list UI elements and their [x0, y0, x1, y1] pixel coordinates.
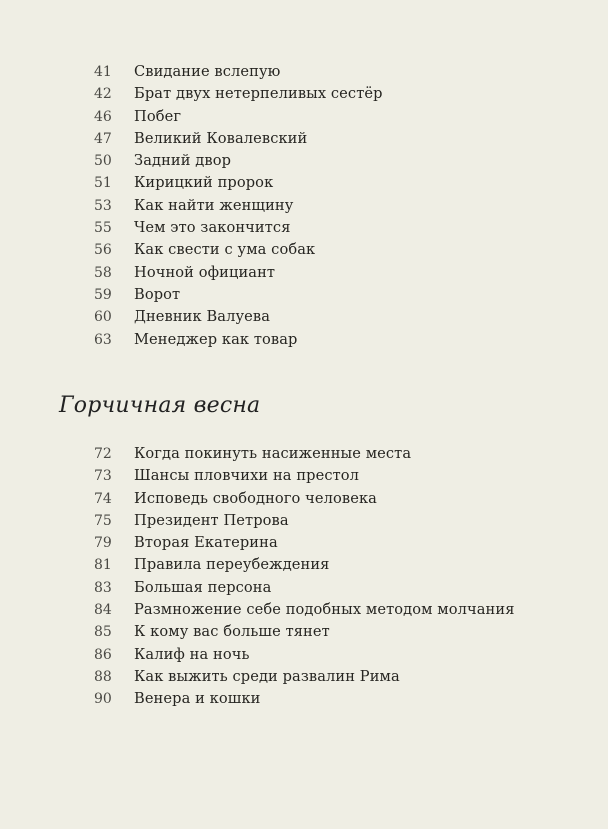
toc-entry-title: Как свести с ума собак: [134, 241, 316, 259]
toc-entry-title: Венера и кошки: [134, 690, 261, 708]
toc-page-number: 58: [94, 264, 112, 281]
toc-entry: [94, 239, 574, 261]
toc-entry: [94, 83, 574, 105]
toc-page-number: 75: [94, 512, 112, 529]
toc-page-number: 86: [94, 646, 112, 663]
toc-page-number: 51: [94, 175, 112, 192]
toc-entry: [94, 644, 574, 666]
toc-page-number: 46: [94, 108, 112, 125]
toc-entry: [94, 443, 574, 465]
toc-entry-title: Когда покинуть насиженные места: [134, 445, 412, 462]
toc-page-number: 81: [94, 557, 112, 574]
toc-page-number: 59: [94, 286, 112, 303]
toc-page-number: 88: [94, 668, 112, 685]
toc-page-number: 55: [94, 220, 112, 237]
toc-page-number: 42: [94, 86, 112, 103]
toc-entry: [94, 284, 574, 306]
toc-page-number: 41: [94, 64, 112, 80]
toc-entry: [94, 195, 574, 217]
toc-page-number: 60: [94, 309, 112, 326]
toc-entry-title: Свидание вслепую: [134, 63, 281, 80]
toc-page-number: 53: [94, 197, 112, 214]
toc-entry-title: Великий Ковалевский: [134, 129, 308, 147]
toc-list-section-2: [94, 443, 574, 711]
toc-entry: [94, 128, 574, 150]
section-heading: Горчичная весна: [59, 393, 261, 418]
toc-entry: [94, 172, 574, 194]
toc-entry-title: Как найти женщину: [134, 196, 294, 214]
toc-page-number: 84: [94, 602, 112, 619]
toc-entry-title: Кирицкий пророк: [134, 174, 274, 192]
toc-entry-title: Дневник Валуева: [134, 308, 270, 326]
toc-entry: [94, 306, 574, 328]
toc-entry: [94, 488, 574, 510]
toc-entry-title: Как выжить среди развалин Рима: [134, 667, 400, 685]
toc-page-number: 72: [94, 446, 112, 462]
toc-entry-title: Размножение себе подобных методом молчания: [134, 601, 515, 619]
toc-entry: [94, 106, 574, 128]
toc-page-number: 73: [94, 468, 112, 485]
toc-entry: [94, 577, 574, 599]
toc-entry: [94, 554, 574, 576]
toc-entry: [94, 666, 574, 688]
toc-entry: [94, 329, 574, 351]
toc-page-number: 56: [94, 242, 112, 259]
toc-entry: [94, 688, 574, 710]
toc-entry: [94, 465, 574, 487]
toc-entry: [94, 217, 574, 239]
toc-entry: [94, 262, 574, 284]
toc-list-section-1: [94, 61, 574, 351]
toc-entry: [94, 532, 574, 554]
toc-entry-title: Вторая Екатерина: [134, 534, 278, 552]
toc-entry-title: К кому вас больше тянет: [134, 623, 330, 641]
toc-entry: [94, 599, 574, 621]
toc-entry-title: Побег: [134, 107, 182, 125]
toc-entry-title: Ворот: [134, 285, 181, 303]
toc-entry-title: Чем это закончится: [134, 219, 291, 237]
toc-entry: [94, 510, 574, 532]
toc-entry: [94, 621, 574, 643]
toc-page-number: 83: [94, 579, 112, 596]
toc-entry-title: Брат двух нетерпеливых сестёр: [134, 85, 383, 103]
toc-page-number: 63: [94, 331, 112, 348]
toc-page-number: 79: [94, 535, 112, 552]
toc-entry-title: Большая персона: [134, 578, 272, 596]
toc-page-number: 90: [94, 691, 112, 708]
toc-entry-title: Правила переубеждения: [134, 556, 330, 574]
toc-entry-title: Менеджер как товар: [134, 330, 298, 348]
toc-page-number: 50: [94, 153, 112, 170]
toc-entry: [94, 61, 574, 83]
toc-page-number: 85: [94, 624, 112, 641]
toc-entry-title: Шансы пловчихи на престол: [134, 467, 360, 485]
toc-page-number: 47: [94, 130, 112, 147]
toc-entry: [94, 150, 574, 172]
toc-entry-title: Ночной официант: [134, 263, 276, 281]
toc-entry-title: Президент Петрова: [134, 511, 289, 529]
toc-entry-title: Задний двор: [134, 152, 232, 170]
toc-entry-title: Исповедь свободного человека: [134, 489, 377, 507]
toc-page-number: 74: [94, 490, 112, 507]
toc-entry-title: Калиф на ночь: [134, 645, 250, 663]
